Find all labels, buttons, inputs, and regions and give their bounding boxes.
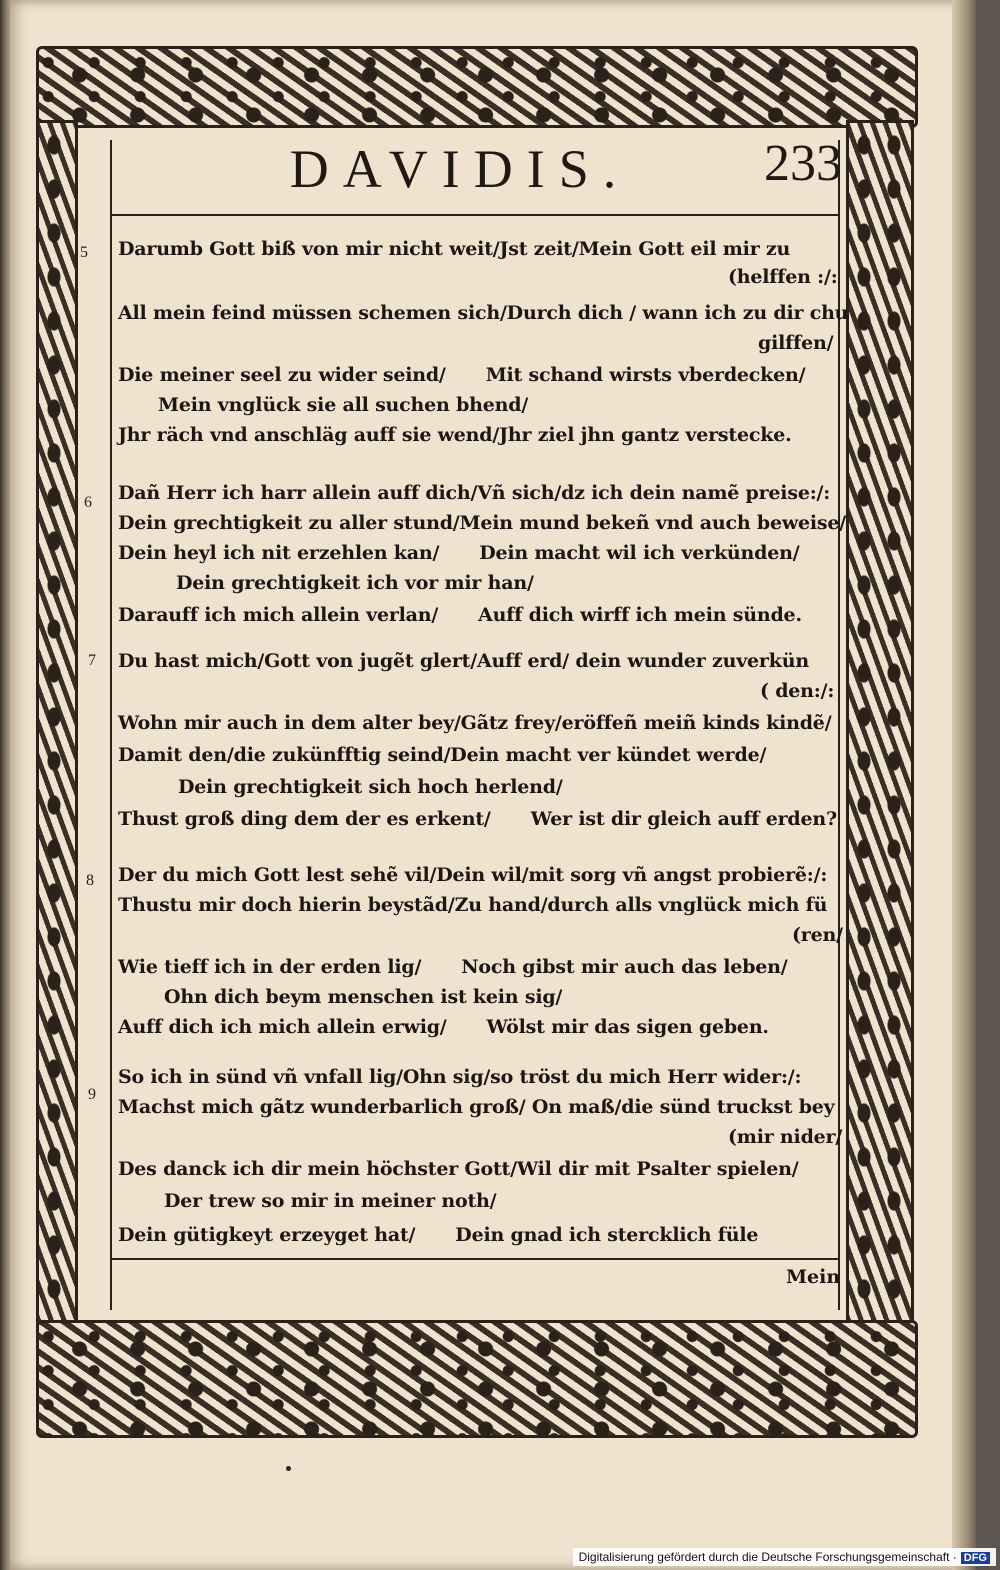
text-line: Dañ Herr ich harr allein auff dich/Vñ sich/dz ich dein namẽ preise:/: [118, 482, 831, 504]
text-line: Auff dich ich mich allein erwig/ Wölst mir das sigen geben. [118, 1016, 769, 1038]
text-line: Des danck ich dir mein höchster Gott/Wil dir mit Psalter spielen/ [118, 1158, 799, 1180]
verse-number: 5 [80, 244, 88, 261]
text-line: Jhr räch vnd anschläg auff sie wend/Jhr ziel jhn gantz verstecke. [118, 424, 792, 446]
page-number: 233 [764, 135, 842, 192]
text-line: Du hast mich/Gott von jugẽt glert/Auff erd/ dein wunder zuverkün [118, 650, 809, 672]
text-line: Der du mich Gott lest sehẽ vil/Dein wil/mit sorg vñ angst probierẽ:/: [118, 864, 828, 886]
text-line: Mein vnglück sie all suchen bhend/ [158, 394, 529, 416]
text-line: Thust groß ding dem der es erkent/ Wer ist dir gleich auff erden? [118, 808, 837, 830]
frame-line-left [110, 140, 112, 1310]
dfg-logo: DFG [961, 1552, 990, 1564]
text-line: gilffen/ [758, 332, 834, 354]
text-line: Dein heyl ich nit erzehlen kan/ Dein macht wil ich verkünden/ [118, 542, 800, 564]
verse-number: 6 [84, 494, 92, 511]
header-rule [112, 214, 838, 216]
text-line: ( den:/: [760, 680, 835, 702]
text-line: (ren/ [792, 924, 843, 946]
catchword: Mein [786, 1266, 841, 1288]
woodcut-border-left [36, 120, 78, 1332]
text-line: Darumb Gott biß von mir nicht weit/Jst zeit/Mein Gott eil mir zu [118, 238, 791, 260]
text-line: Wie tieff ich in der erden lig/ Noch gibst mir auch das leben/ [118, 956, 788, 978]
page-fore-edge [952, 0, 976, 1570]
text-line: Der trew so mir in meiner noth/ [164, 1190, 497, 1212]
text-line: Damit den/die zukünfftig seind/Dein macht ver kündet werde/ [118, 744, 767, 766]
text-line: Dein grechtigkeit sich hoch herlend/ [178, 776, 563, 798]
text-line: Ohn dich beym menschen ist kein sig/ [164, 986, 563, 1008]
digitization-credit [573, 1548, 996, 1566]
text-line: (helffen :/: [728, 266, 838, 288]
text-line: Dein grechtigkeit zu aller stund/Mein mund bekeñ vnd auch beweise/ [118, 512, 847, 534]
verse-number: 8 [86, 872, 94, 889]
text-line: Wohn mir auch in dem alter bey/Gãtz frey/eröffeñ meiñ kinds kindẽ/ [118, 712, 832, 734]
text-line: So ich in sünd vñ vnfall lig/Ohn sig/so tröst du mich Herr wider:/: [118, 1066, 802, 1088]
text-line: Thustu mir doch hierin beystãd/Zu hand/durch alls vnglück mich fü [118, 894, 828, 916]
woodcut-border-top [36, 46, 918, 128]
credit-text: Digitalisierung gefördert durch die Deutsche Forschungsgemeinschaft · [578, 1550, 957, 1564]
text-line: All mein feind müssen schemen sich/Durch dich / wann ich zu dir chu [118, 302, 849, 324]
woodcut-border-right [846, 120, 914, 1332]
text-line: (mir nider/ [728, 1126, 843, 1148]
woodcut-border-bottom [36, 1320, 918, 1438]
verse-number: 7 [88, 652, 96, 669]
footer-rule [112, 1258, 838, 1260]
verse-number: 9 [88, 1086, 96, 1103]
ink-speck [286, 1466, 291, 1471]
text-line: Die meiner seel zu wider seind/ Mit schand wirsts vberdecken/ [118, 364, 806, 386]
text-line: Darauff ich mich allein verlan/ Auff dich wirff ich mein sünde. [118, 604, 802, 626]
text-line: Dein gütigkeyt erzeyget hat/ Dein gnad ich stercklich füle [118, 1224, 759, 1246]
text-line: Machst mich gãtz wunderbarlich groß/ On maß/die sünd truckst bey [118, 1096, 835, 1118]
text-line: Dein grechtigkeit ich vor mir han/ [176, 572, 534, 594]
running-head: DAVIDIS. [289, 139, 631, 199]
